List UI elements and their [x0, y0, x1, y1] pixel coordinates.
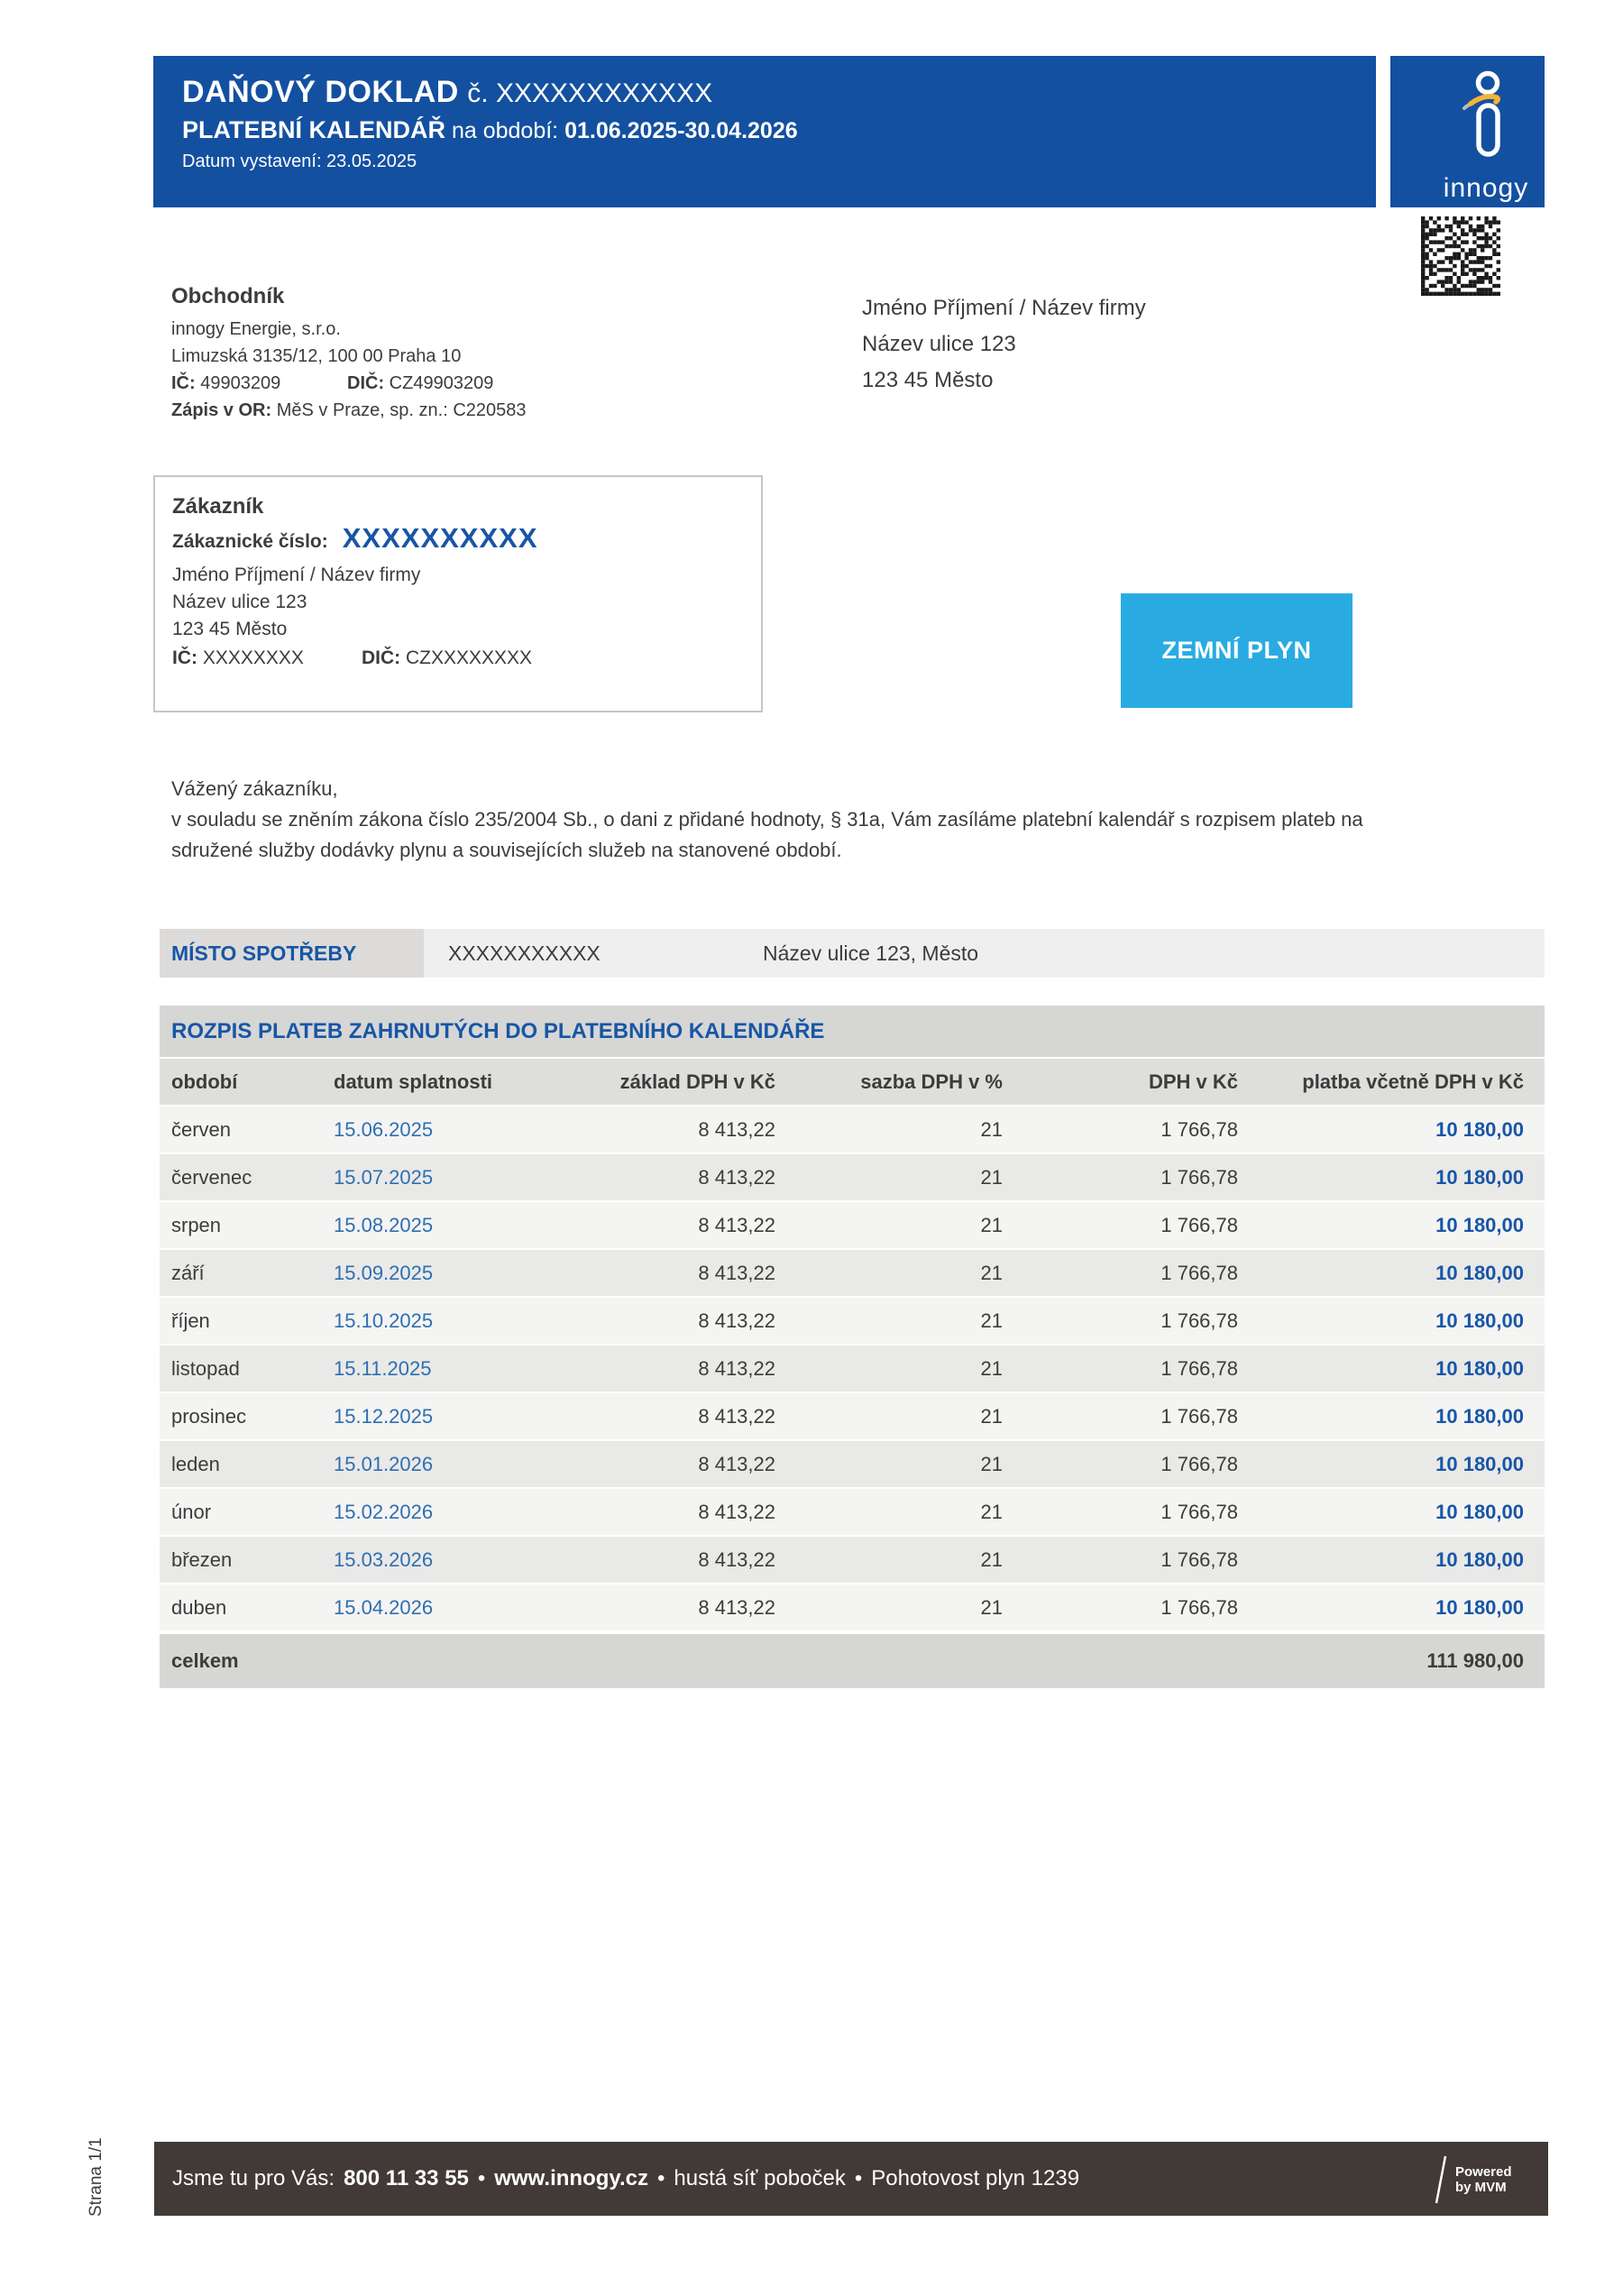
cell-due: 15.11.2025: [334, 1356, 432, 1380]
intro-body: v souladu se zněním zákona číslo 235/2004 Sb., o dani z přidané hodnoty, § 31a, Vám zasíláme platební kalendář s rozpisem plateb na sdružené služby dodávky plynu a souvisejících služeb na stanovené období.: [171, 808, 1363, 861]
cell-base: 8 413,22: [698, 1595, 775, 1619]
col-header-total: platba včetně DPH v Kč: [1302, 1070, 1524, 1093]
customer-city: 123 45 Město: [172, 619, 288, 639]
payments-table-total-row: [160, 1634, 1545, 1688]
slash-icon: [1434, 2154, 1448, 2206]
merchant-ic: IČ: 49903209: [171, 373, 281, 393]
billing-period: 01.06.2025-30.04.2026: [564, 118, 798, 143]
consumption-place-row: [160, 929, 1545, 978]
intro-paragraph: [171, 774, 1434, 866]
powered-text: Powered by MVM: [1455, 2164, 1512, 2195]
cell-base: 8 413,22: [698, 1213, 775, 1236]
customer-dic: DIČ: CZXXXXXXXX: [362, 647, 533, 668]
cell-rate: 21: [980, 1356, 1003, 1380]
customer-number-label: Zákaznické číslo:: [172, 531, 328, 552]
cell-total: 10 180,00: [1435, 1213, 1524, 1236]
cell-due: 15.06.2025: [334, 1117, 434, 1141]
consumption-place-label: MÍSTO SPOTŘEBY: [160, 929, 424, 978]
innogy-wordmark: innogy: [1443, 173, 1529, 203]
payment-row: [160, 1345, 1545, 1393]
merchant-register: Zápis v OR: MěS v Praze, sp. zn.: C220583: [171, 400, 527, 420]
recipient-city: 123 45 Město: [862, 368, 994, 392]
cell-due: 15.09.2025: [334, 1261, 434, 1284]
cell-total: 10 180,00: [1435, 1356, 1524, 1380]
payments-table-body: [160, 1107, 1545, 1632]
consumption-place-address: Název ulice 123, Město: [763, 941, 979, 965]
page-number: Strana 1/1: [87, 2137, 105, 2217]
customer-street: Název ulice 123: [172, 592, 307, 612]
cell-base: 8 413,22: [698, 1500, 775, 1523]
cell-vat: 1 766,78: [1160, 1356, 1238, 1380]
cell-total: 10 180,00: [1435, 1500, 1524, 1523]
intro-salutation: Vážený zákazníku,: [171, 777, 338, 800]
issue-date: Datum vystavení: 23.05.2025: [182, 152, 417, 171]
cell-base: 8 413,22: [698, 1548, 775, 1571]
col-header-base: základ DPH v Kč: [619, 1070, 775, 1093]
customer-number: XXXXXXXXXX: [342, 522, 538, 554]
cell-vat: 1 766,78: [1160, 1261, 1238, 1284]
cell-rate: 21: [980, 1165, 1003, 1189]
document-subtitle: PLATEBNÍ KALENDÁŘ: [182, 116, 445, 143]
cell-period: únor: [171, 1500, 212, 1523]
bullet-icon: •: [854, 2166, 863, 2190]
payment-row: [160, 1202, 1545, 1250]
footer-prefix: Jsme tu pro Vás:: [172, 2166, 335, 2190]
cell-rate: 21: [980, 1452, 1003, 1475]
col-header-period: období: [171, 1070, 238, 1093]
cell-total: 10 180,00: [1435, 1404, 1524, 1428]
cell-due: 15.01.2026: [334, 1452, 434, 1475]
merchant-section: [171, 281, 676, 424]
cell-period: červenec: [171, 1165, 252, 1189]
cell-period: prosinec: [171, 1404, 247, 1428]
cell-rate: 21: [980, 1500, 1003, 1523]
footer-network: hustá síť poboček: [674, 2166, 846, 2190]
cell-period: březen: [171, 1548, 233, 1571]
cell-due: 15.02.2026: [334, 1500, 434, 1523]
col-header-vat: DPH v Kč: [1148, 1070, 1238, 1093]
document-subtitle-line: [182, 114, 1376, 148]
payment-row: [160, 1584, 1545, 1632]
cell-due: 15.08.2025: [334, 1213, 434, 1236]
footer-phone: 800 11 33 55: [344, 2166, 469, 2190]
cell-base: 8 413,22: [698, 1309, 775, 1332]
document-number: č. XXXXXXXXXXXX: [467, 78, 713, 108]
merchant-address: Limuzská 3135/12, 100 00 Praha 10: [171, 346, 462, 366]
cell-due: 15.04.2026: [334, 1595, 434, 1619]
cell-period: duben: [171, 1595, 227, 1619]
footer-emergency: Pohotovost plyn 1239: [871, 2166, 1080, 2190]
cell-total: 10 180,00: [1435, 1261, 1524, 1284]
cell-base: 8 413,22: [698, 1117, 775, 1141]
cell-vat: 1 766,78: [1160, 1452, 1238, 1475]
cell-vat: 1 766,78: [1160, 1404, 1238, 1428]
customer-box: [153, 475, 763, 712]
payment-row: [160, 1107, 1545, 1154]
cell-vat: 1 766,78: [1160, 1213, 1238, 1236]
datamatrix-code: [1421, 216, 1500, 296]
cell-total: 10 180,00: [1435, 1452, 1524, 1475]
cell-rate: 21: [980, 1548, 1003, 1571]
cell-period: říjen: [171, 1309, 210, 1332]
payment-row: [160, 1537, 1545, 1584]
payment-row: [160, 1393, 1545, 1441]
document-title: DAŇOVÝ DOKLAD: [182, 75, 459, 109]
cell-period: leden: [171, 1452, 220, 1475]
cell-total: 10 180,00: [1435, 1165, 1524, 1189]
cell-rate: 21: [980, 1117, 1003, 1141]
bullet-icon: •: [656, 2166, 665, 2190]
cell-due: 15.03.2026: [334, 1548, 434, 1571]
cell-period: červen: [171, 1117, 232, 1141]
payments-table-title: ROZPIS PLATEB ZAHRNUTÝCH DO PLATEBNÍHO KALENDÁŘE: [160, 1006, 1545, 1057]
cell-base: 8 413,22: [698, 1261, 775, 1284]
recipient-name: Jméno Příjmení / Název firmy: [862, 296, 1146, 320]
cell-vat: 1 766,78: [1160, 1117, 1238, 1141]
innogy-i-icon: [1390, 56, 1545, 207]
cell-vat: 1 766,78: [1160, 1500, 1238, 1523]
cell-base: 8 413,22: [698, 1404, 775, 1428]
bullet-icon: •: [477, 2166, 486, 2190]
cell-vat: 1 766,78: [1160, 1165, 1238, 1189]
merchant-heading: Obchodník: [171, 284, 285, 308]
cell-total: 10 180,00: [1435, 1117, 1524, 1141]
payment-row: [160, 1489, 1545, 1537]
cell-rate: 21: [980, 1213, 1003, 1236]
payment-row: [160, 1441, 1545, 1489]
customer-number-line: [172, 522, 761, 555]
recipient-street: Název ulice 123: [862, 332, 1016, 356]
cell-due: 15.10.2025: [334, 1309, 434, 1332]
merchant-ids: [171, 370, 676, 397]
cell-vat: 1 766,78: [1160, 1548, 1238, 1571]
document-title-line: [182, 72, 1376, 114]
cell-vat: 1 766,78: [1160, 1595, 1238, 1619]
payment-row: [160, 1250, 1545, 1298]
customer-heading: Zákazník: [172, 494, 264, 519]
footer-website: www.innogy.cz: [494, 2166, 648, 2190]
merchant-name: innogy Energie, s.r.o.: [171, 319, 341, 339]
footer-bar: [154, 2142, 1548, 2216]
cell-rate: 21: [980, 1261, 1003, 1284]
cell-rate: 21: [980, 1404, 1003, 1428]
payments-table-header: [160, 1059, 1545, 1105]
cell-period: září: [171, 1261, 205, 1284]
cell-base: 8 413,22: [698, 1165, 775, 1189]
total-value: 111 980,00: [1426, 1649, 1524, 1672]
merchant-dic: DIČ: CZ49903209: [347, 373, 494, 393]
cell-total: 10 180,00: [1435, 1548, 1524, 1571]
header-bar: [153, 56, 1376, 207]
powered-by-mvm: [1434, 2154, 1512, 2206]
product-badge: ZEMNÍ PLYN: [1121, 593, 1352, 708]
total-label: celkem: [171, 1649, 239, 1672]
cell-period: srpen: [171, 1213, 222, 1236]
cell-vat: 1 766,78: [1160, 1309, 1238, 1332]
payment-row: [160, 1154, 1545, 1202]
cell-total: 10 180,00: [1435, 1309, 1524, 1332]
cell-period: listopad: [171, 1356, 240, 1380]
cell-base: 8 413,22: [698, 1452, 775, 1475]
consumption-place-code: XXXXXXXXXXX: [448, 941, 601, 965]
cell-due: 15.07.2025: [334, 1165, 434, 1189]
col-header-due: datum splatnosti: [334, 1070, 493, 1093]
cell-base: 8 413,22: [698, 1356, 775, 1380]
payment-row: [160, 1298, 1545, 1345]
customer-name: Jméno Příjmení / Název firmy: [172, 565, 421, 585]
cell-total: 10 180,00: [1435, 1595, 1524, 1619]
customer-ic: IČ: XXXXXXXX: [172, 647, 304, 668]
col-header-rate: sazba DPH v %: [860, 1070, 1003, 1093]
recipient-address: [862, 290, 1146, 399]
cell-due: 15.12.2025: [334, 1404, 434, 1428]
innogy-logo: [1390, 56, 1545, 207]
subtitle-connector: na období:: [451, 118, 559, 143]
customer-ids: [172, 645, 761, 672]
cell-rate: 21: [980, 1309, 1003, 1332]
cell-rate: 21: [980, 1595, 1003, 1619]
